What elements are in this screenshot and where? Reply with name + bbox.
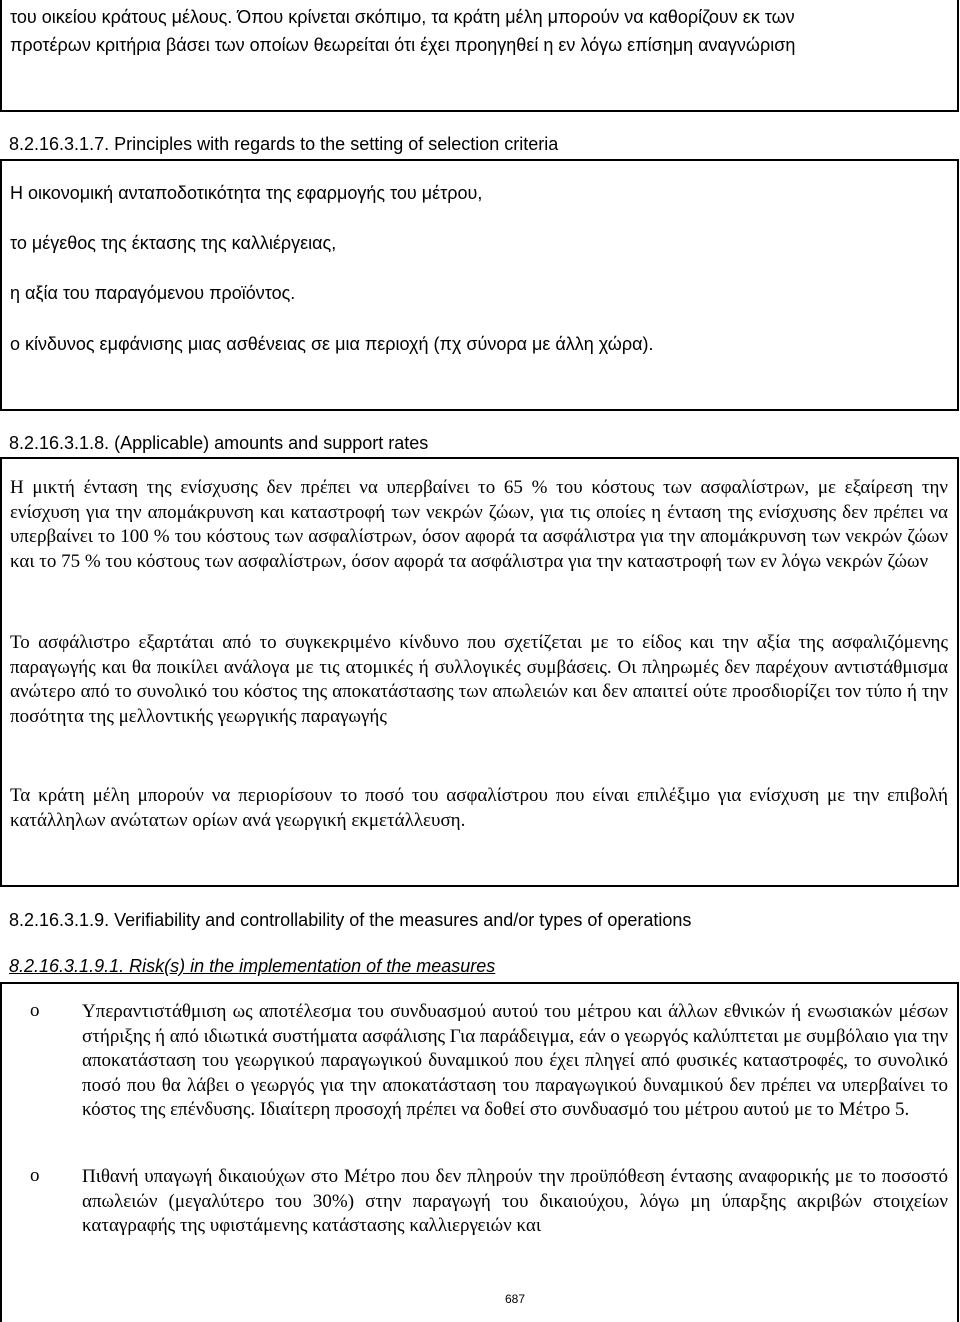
- page-number: 687: [505, 1292, 526, 1306]
- bullet-marker: o: [30, 1000, 40, 1021]
- top-box-line-2: προτέρων κριτήρια βάσει των οποίων θεωρείται ότι έχει προηγηθεί η εν λόγω επίσημη αναγνώριση: [10, 35, 796, 55]
- risk-bullet-2: Πιθανή υπαγωγή δικαιούχων στο Μέτρο που δεν πληρούν την προϋπόθεση έντασης αναφορικής με το ποσοστό απωλειών (μεγαλύτερο του 30%) στην παραγωγή του δικαιούχου, λόγω μη ύπαρξης ακριβών στοιχείων καταγραφής της υφιστάμενης κατάστασης καλλιεργειών και: [82, 1166, 948, 1236]
- risks-box: [0, 982, 959, 1322]
- section-1-9-1-subheading: 8.2.16.3.1.9.1. Risk(s) in the implementation of the measures: [9, 956, 496, 976]
- criteria-item: το μέγεθος της έκτασης της καλλιέργειας,: [10, 233, 337, 253]
- amounts-paragraph-3: Τα κράτη μέλη μπορούν να περιορίσουν το ποσό του ασφαλίστρου που είναι επιλέξιμο για ενίσχυση με την επιβολή κατάλληλων ανώτατων ορίων ανά γεωργική εκμετάλλευση.: [10, 785, 948, 831]
- section-1-7-heading: 8.2.16.3.1.7. Principles with regards to the setting of selection criteria: [9, 134, 559, 154]
- selection-criteria-box: [0, 159, 959, 411]
- amounts-paragraph-1: Η μικτή ένταση της ενίσχυσης δεν πρέπει να υπερβαίνει το 65 % του κόστους των ασφαλίστρων, με εξαίρεση την ενίσχυση για την απομάκρυνση και καταστροφή των νεκρών ζώων, για τις οποίες η ένταση της ενίσχυσης δεν πρέπει να υπερβαίνει το 100 % του κόστους των ασφαλίστρων, όσον αφορά τα ασφάλιστρα για την απομάκρυνση των νεκρών ζώων και το 75 % του κόστους των ασφαλίστρων, όσον αφορά τα ασφάλιστρα για την καταστροφή των εν λόγω νεκρών ζώων: [10, 477, 948, 572]
- criteria-item: ο κίνδυνος εμφάνισης μιας ασθένειας σε μια περιοχή (πχ σύνορα με άλλη χώρα).: [10, 334, 654, 354]
- criteria-item: Η οικονομική ανταποδοτικότητα της εφαρμογής του μέτρου,: [10, 183, 483, 203]
- top-text-box: [0, 0, 959, 112]
- risk-bullet-1: Υπεραντιστάθμιση ως αποτέλεσμα του συνδυασμού αυτού του μέτρου και άλλων εθνικών ή ενωσιακών μέσων στήριξης ή από ιδιωτικά συστήματα ασφάλισης Για παράδειγμα, εάν ο γεωργός καλύπτεται με συμβόλαιο για την αποκατάσταση του γεωργικού παραγωγικού δυναμικού που έχει πληγεί από φυσικές καταστροφές, το συνολικό ποσό που θα λάβει ο γεωργός για την αποκατάσταση του παραγωγικού δυναμικού δεν πρέπει να υπερβαίνει το κόστος της επένδυσης. Ιδιαίτερη προσοχή πρέπει να δοθεί στο συνδυασμό του μέτρου αυτού με το Μέτρο 5.: [82, 1001, 948, 1120]
- amounts-box: [0, 457, 959, 887]
- top-box-line-1: του οικείου κράτους μέλους. Όπου κρίνεται σκόπιμο, τα κράτη μέλη μπορούν να καθορίζουν εκ των: [10, 7, 795, 27]
- amounts-paragraph-2: Το ασφάλιστρο εξαρτάται από το συγκεκριμένο κίνδυνο που σχετίζεται με το είδος και την αξία της ασφαλιζόμενης παραγωγής και θα ποικίλει ανάλογα με τις ατομικές ή συλλογικές συμβάσεις. Οι πληρωμές δεν παρέχουν αντιστάθμισμα ανώτερο από το συνολικό του κόστος της αποκατάστασης των απωλειών και δεν απαιτεί ούτε προσδιορίζει τον τύπο ή την ποσότητα της μελλοντικής γεωργικής παραγωγής: [10, 632, 948, 727]
- bullet-marker: o: [30, 1165, 40, 1186]
- section-1-9-heading: 8.2.16.3.1.9. Verifiability and controllability of the measures and/or types of operations: [9, 910, 692, 930]
- criteria-item: η αξία του παραγόμενου προϊόντος.: [10, 283, 296, 303]
- section-1-8-heading: 8.2.16.3.1.8. (Applicable) amounts and support rates: [9, 433, 429, 453]
